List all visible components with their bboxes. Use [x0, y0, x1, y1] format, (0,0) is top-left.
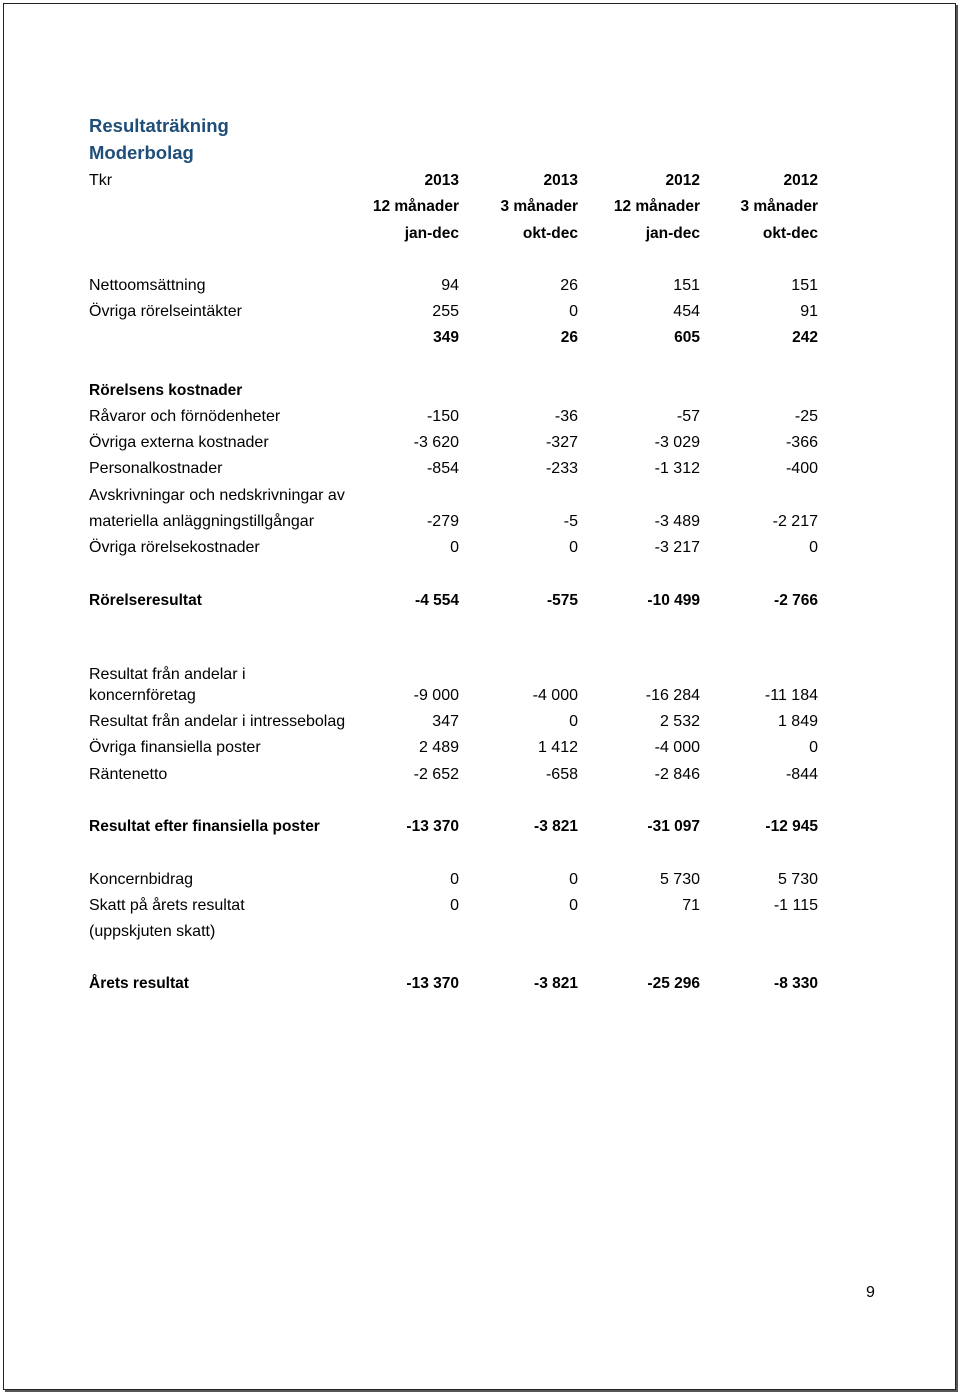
row-ovriga-rorelseintakter	[0, 302, 960, 322]
value-2013-3m: -5	[563, 513, 578, 530]
page-title: Resultaträkning	[89, 115, 229, 136]
value-2013-12m: -13 370	[406, 975, 459, 992]
value-2013-12m: -854	[426, 460, 459, 477]
row-label-line2: koncernföretag	[89, 687, 196, 704]
header-range-row	[0, 224, 960, 244]
row-label: Övriga externa kostnader	[89, 434, 269, 451]
value-2012-12m: -4 000	[654, 739, 700, 756]
value-2012-12m: -3 029	[654, 434, 700, 451]
value-2013-3m: 0	[569, 713, 578, 730]
value-2013-12m: -4 554	[415, 592, 459, 609]
value-2012-3m: -400	[785, 460, 818, 477]
unit-label: Tkr	[89, 172, 113, 189]
row-nettoomsattning	[0, 276, 960, 296]
section-heading-rorelsens-kostnader	[0, 381, 960, 401]
value-2013-3m: -36	[554, 408, 578, 425]
value-2013-3m: 0	[569, 539, 578, 556]
row-label-line1: Resultat från andelar i	[89, 666, 246, 683]
row-skatt	[0, 896, 960, 916]
value-2012-3m: -2 766	[774, 592, 818, 609]
value-2013-3m: -4 000	[532, 687, 578, 704]
row-rantenetto	[0, 765, 960, 785]
value-2013-12m: 349	[433, 329, 459, 346]
value-2013-3m: -3 821	[534, 818, 578, 835]
value-2013-12m: -279	[426, 513, 459, 530]
row-revenue-subtotal	[0, 328, 960, 348]
row-koncernforetag-line1	[0, 665, 960, 685]
value-2013-3m: -3 821	[534, 975, 578, 992]
value-2013-3m: 0	[569, 897, 578, 914]
value-2012-12m: -2 846	[654, 766, 700, 783]
page-number: 9	[866, 1284, 875, 1301]
row-label: Personalkostnader	[89, 460, 223, 477]
col4-range: okt-dec	[762, 225, 818, 242]
page-subtitle: Moderbolag	[89, 142, 194, 163]
value-2012-12m: 5 730	[659, 871, 700, 888]
col1-year: 2013	[424, 172, 459, 189]
value-2012-3m: 5 730	[777, 871, 818, 888]
value-2012-3m: -844	[785, 766, 818, 783]
col4-year: 2012	[783, 172, 818, 189]
value-2012-3m: 0	[809, 739, 818, 756]
value-2012-3m: 0	[809, 539, 818, 556]
value-2012-3m: -12 945	[765, 818, 818, 835]
col2-range: okt-dec	[522, 225, 578, 242]
row-intressebolag	[0, 712, 960, 732]
value-2013-3m: -658	[545, 766, 578, 783]
row-label: Nettoomsättning	[89, 277, 206, 294]
value-2012-3m: -366	[785, 434, 818, 451]
value-2012-12m: -57	[676, 408, 700, 425]
value-2013-3m: 0	[569, 871, 578, 888]
value-2013-12m: 0	[450, 539, 459, 556]
row-ovriga-finansiella-poster	[0, 738, 960, 758]
value-2013-12m: -13 370	[406, 818, 459, 835]
col4-period: 3 månader	[740, 198, 818, 215]
value-2012-3m: -11 184	[764, 687, 818, 704]
value-2013-12m: 2 489	[418, 739, 459, 756]
value-2012-12m: -3 217	[654, 539, 700, 556]
value-2012-12m: 151	[673, 277, 700, 294]
row-label: Resultat efter finansiella poster	[89, 818, 320, 835]
value-2012-3m: 91	[800, 303, 818, 320]
value-2013-3m: -233	[545, 460, 578, 477]
col3-range: jan-dec	[645, 225, 700, 242]
row-label-line1: Avskrivningar och nedskrivningar av	[89, 487, 345, 504]
value-2013-3m: 26	[560, 277, 578, 294]
section-heading-label: Rörelsens kostnader	[89, 382, 243, 399]
col2-period: 3 månader	[500, 198, 578, 215]
row-ovriga-externa-kostnader	[0, 433, 960, 453]
row-label: Råvaror och förnödenheter	[89, 408, 281, 425]
row-personalkostnader	[0, 459, 960, 479]
value-2013-3m: -327	[545, 434, 578, 451]
row-ravaror	[0, 407, 960, 427]
value-2012-3m: 1 849	[777, 713, 818, 730]
value-2013-3m: 1 412	[537, 739, 578, 756]
value-2012-3m: -1 115	[773, 897, 818, 914]
value-2013-12m: 0	[450, 897, 459, 914]
row-label: Rörelseresultat	[89, 592, 202, 609]
row-label-line1: Skatt på årets resultat	[89, 897, 245, 914]
row-label-line2: (uppskjuten skatt)	[89, 923, 216, 940]
row-koncernbidrag	[0, 870, 960, 890]
row-label: Övriga rörelseintäkter	[89, 303, 242, 320]
value-2013-12m: -9 000	[413, 687, 459, 704]
row-koncernforetag	[0, 686, 960, 706]
value-2012-12m: -31 097	[647, 818, 700, 835]
row-arets-resultat	[0, 974, 960, 994]
value-2013-12m: 255	[432, 303, 459, 320]
value-2012-12m: -25 296	[647, 975, 700, 992]
col2-year: 2013	[543, 172, 578, 189]
value-2013-3m: 26	[560, 329, 578, 346]
row-label: Resultat från andelar i intressebolag	[89, 713, 346, 730]
value-2012-12m: -16 284	[645, 687, 700, 704]
value-2013-3m: 0	[569, 303, 578, 320]
value-2012-12m: -10 499	[647, 592, 700, 609]
col3-period: 12 månader	[613, 198, 700, 215]
value-2012-12m: 2 532	[659, 713, 700, 730]
row-rorelseresultat	[0, 591, 960, 611]
value-2012-3m: -8 330	[774, 975, 818, 992]
row-label: Övriga rörelsekostnader	[89, 539, 260, 556]
value-2012-12m: -1 312	[654, 460, 700, 477]
row-skatt-line2	[0, 922, 960, 942]
row-label-line2: materiella anläggningstillgångar	[89, 513, 315, 530]
row-avskrivningar-line1	[0, 486, 960, 506]
row-avskrivningar	[0, 512, 960, 532]
col1-period: 12 månader	[372, 198, 459, 215]
value-2013-12m: -3 620	[413, 434, 459, 451]
row-ovriga-rorelsekostnader	[0, 538, 960, 558]
value-2012-3m: -25	[794, 408, 818, 425]
row-resultat-efter-finansiella-poster	[0, 817, 960, 837]
value-2013-12m: -2 652	[413, 766, 459, 783]
value-2012-12m: -3 489	[654, 513, 700, 530]
value-2012-12m: 454	[673, 303, 700, 320]
row-label: Årets resultat	[89, 975, 189, 992]
value-2012-3m: 242	[792, 329, 818, 346]
value-2013-12m: 0	[450, 871, 459, 888]
header-period-row	[0, 197, 960, 217]
row-label: Övriga finansiella poster	[89, 739, 261, 756]
value-2012-12m: 605	[674, 329, 700, 346]
value-2012-3m: 151	[791, 277, 818, 294]
value-2013-12m: -150	[426, 408, 459, 425]
col3-year: 2012	[665, 172, 700, 189]
value-2013-12m: 347	[432, 713, 459, 730]
value-2012-12m: 71	[682, 897, 700, 914]
col1-range: jan-dec	[404, 225, 459, 242]
row-label: Räntenetto	[89, 766, 168, 783]
header-year-row	[0, 171, 960, 191]
value-2013-12m: 94	[441, 277, 459, 294]
value-2012-3m: -2 217	[772, 513, 818, 530]
row-label: Koncernbidrag	[89, 871, 194, 888]
value-2013-3m: -575	[546, 592, 578, 609]
